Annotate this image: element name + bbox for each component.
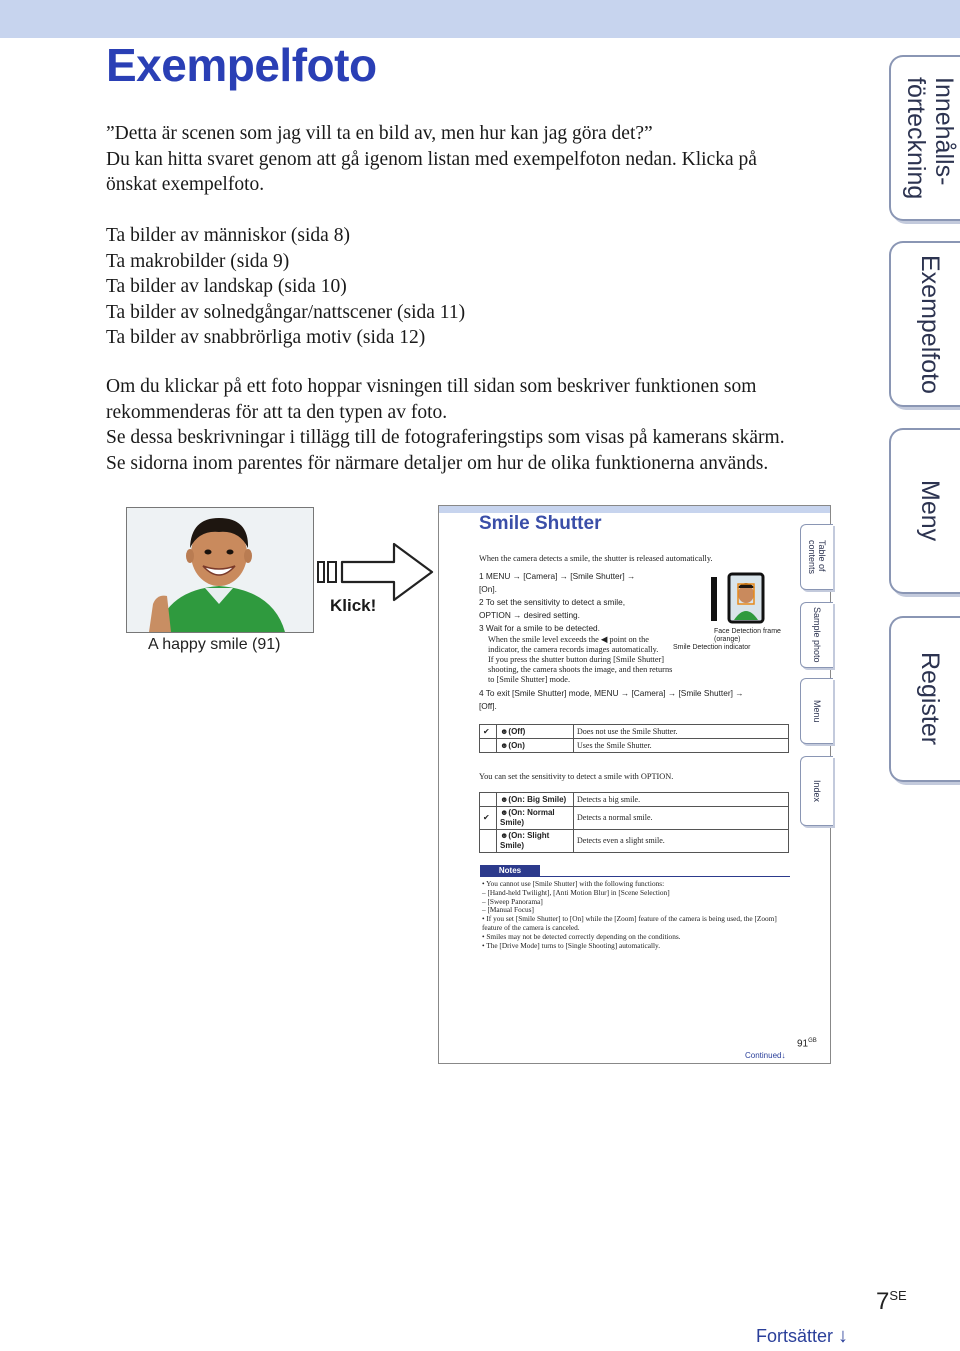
arrow-down-icon: ↓ bbox=[838, 1325, 849, 1347]
option-cell: ☻(On: Slight Smile) bbox=[497, 830, 574, 853]
check-cell bbox=[480, 739, 497, 753]
preview-top-bar bbox=[439, 506, 830, 513]
step-line: 1 MENU → [Camera] → [Smile Shutter] → bbox=[479, 571, 636, 581]
note-line: – [Hand-held Twilight], [Anti Motion Blur] in [Scene Selection] bbox=[482, 887, 670, 897]
option-text: (On) bbox=[508, 740, 525, 750]
click-label: Klick! bbox=[330, 596, 377, 615]
mini-page-suffix: GB bbox=[808, 1038, 817, 1044]
table-row bbox=[480, 725, 789, 739]
body-text bbox=[106, 374, 866, 476]
check-cell: ✔ bbox=[480, 725, 497, 739]
desc-cell: Detects even a slight smile. bbox=[574, 830, 789, 853]
check-cell bbox=[480, 793, 497, 807]
face-frame-label bbox=[714, 628, 781, 644]
intro-line: Du kan hitta svaret genom att gå igenom listan med exempelfoton nedan. Klicka på bbox=[106, 148, 757, 170]
preview-step4 bbox=[479, 687, 744, 713]
body-line: Se sidorna inom parentes för närmare detaljer om hur de olika funktionerna används. bbox=[106, 452, 769, 474]
page-title: Exempelfoto bbox=[106, 39, 377, 91]
option-text: (Off) bbox=[508, 726, 526, 736]
tab-label: Register bbox=[916, 652, 944, 746]
top-banner bbox=[0, 0, 960, 38]
mini-tab-label: Sample photo bbox=[812, 607, 822, 663]
body-line: Se dessa beskrivningar i tillägg till de fotograferingstips som visas på kamerans skärm. bbox=[106, 427, 785, 448]
option-text: (On: Normal Smile) bbox=[500, 808, 555, 827]
tab-index[interactable] bbox=[889, 616, 960, 782]
step-line: 3 Wait for a smile to be detected. bbox=[479, 623, 600, 633]
continued-text: Fortsätter bbox=[756, 1326, 834, 1346]
preview-title: Smile Shutter bbox=[479, 513, 602, 534]
page-number-text: 7 bbox=[876, 1288, 890, 1315]
note-line: – [Manual Focus] bbox=[482, 905, 534, 915]
option-cell: ☻(On: Big Smile) bbox=[497, 793, 574, 807]
desc-cell: Does not use the Smile Shutter. bbox=[574, 725, 789, 739]
continued-link[interactable] bbox=[756, 1325, 848, 1348]
option-cell: ☻(On: Normal Smile) bbox=[497, 807, 574, 830]
note-line: • The [Drive Mode] turns to [Single Shooting] automatically. bbox=[482, 940, 661, 950]
notes-badge: Notes bbox=[480, 865, 540, 876]
step-line: 4 To exit [Smile Shutter] mode, MENU → [Camera] → [Smile Shutter] → bbox=[479, 688, 744, 698]
mini-tab-index bbox=[800, 756, 833, 826]
sample-photo-happy-smile[interactable] bbox=[126, 507, 314, 633]
camera-screen-illustration bbox=[707, 572, 787, 626]
desc-cell: Detects a normal smile. bbox=[574, 807, 789, 830]
body-line: rekommenderas för att ta den typen av foto. bbox=[106, 401, 448, 423]
photo-caption: A happy smile (91) bbox=[148, 636, 281, 653]
option-cell: ☻(On) bbox=[497, 739, 574, 753]
smile-shutter-table bbox=[479, 724, 789, 753]
option-text: (On: Big Smile) bbox=[508, 794, 567, 804]
link-landscape[interactable]: Ta bilder av landskap (sida 10) bbox=[106, 276, 347, 297]
detail-line: indicator, the camera records images automatically. bbox=[488, 645, 659, 654]
option-lead: You can set the sensitivity to detect a smile with OPTION. bbox=[479, 772, 674, 781]
note-line: • You cannot use [Smile Shutter] with the following functions: bbox=[482, 879, 665, 888]
link-sunset-night[interactable]: Ta bilder av solnedgångar/nattscener (sida 11) bbox=[106, 301, 466, 323]
tab-sample-photo[interactable] bbox=[889, 241, 960, 407]
mini-tab-label: Table of contents bbox=[807, 539, 827, 575]
tab-label: Innehålls- förteckning bbox=[902, 76, 958, 200]
desc-cell: Detects a big smile. bbox=[574, 793, 789, 807]
notes-divider bbox=[480, 876, 790, 877]
desc-cell: Uses the Smile Shutter. bbox=[574, 739, 789, 753]
mini-tab-label: Menu bbox=[812, 699, 822, 723]
note-line: • If you set [Smile Shutter] to [On] while the [Zoom] feature of the camera is being used, the [Zoom] bbox=[482, 914, 777, 924]
face-frame-text: Face Detection frame bbox=[714, 628, 781, 635]
tab-table-of-contents[interactable] bbox=[889, 55, 960, 221]
mini-continued-text: Continued bbox=[745, 1051, 782, 1060]
preview-steps bbox=[479, 570, 635, 635]
page-number bbox=[876, 1288, 907, 1316]
mini-tab-label: Index bbox=[812, 779, 822, 803]
table-row bbox=[480, 830, 789, 853]
note-line: feature of the camera is canceled. bbox=[482, 922, 580, 932]
link-fast-motion[interactable]: Ta bilder av snabbrörliga motiv (sida 12) bbox=[106, 327, 426, 348]
page-number-suffix: SE bbox=[889, 1288, 907, 1303]
mini-page-number-text: 91 bbox=[797, 1038, 809, 1050]
mini-tab-menu bbox=[800, 678, 833, 744]
tab-label: Meny bbox=[916, 480, 944, 542]
note-line: – [Sweep Panorama] bbox=[482, 896, 543, 906]
smiling-boy-illustration bbox=[127, 508, 313, 632]
step-line: 2 To set the sensitivity to detect a smile, bbox=[479, 597, 626, 607]
table-row bbox=[480, 807, 789, 830]
option-text: (On: Slight Smile) bbox=[500, 831, 550, 850]
indicator-label: Smile Detection indicator bbox=[673, 644, 751, 651]
detail-line: If you press the shutter button during [Smile Shutter] bbox=[488, 655, 665, 664]
tab-label: Exempelfoto bbox=[916, 254, 944, 394]
step-line: [On]. bbox=[479, 584, 497, 594]
step-line: [Off]. bbox=[479, 701, 497, 711]
detail-line: to [Smile Shutter] mode. bbox=[488, 675, 571, 684]
detail-line: When the smile level exceeds the ◀ point on the bbox=[488, 635, 649, 644]
mini-tab-sample-photo bbox=[800, 602, 833, 668]
tab-menu[interactable] bbox=[889, 428, 960, 594]
intro-line: ”Detta är scenen som jag vill ta en bild av, men hur kan jag göra det?” bbox=[106, 123, 653, 144]
body-line: Om du klickar på ett foto hoppar visningen till sidan som beskriver funktionen som bbox=[106, 376, 757, 397]
table-row bbox=[480, 793, 789, 807]
notes-list bbox=[482, 880, 777, 950]
mini-tab-table-of-contents bbox=[800, 524, 833, 590]
intro-line: önskat exempelfoto. bbox=[106, 174, 265, 195]
mini-continued: Continued↓ bbox=[745, 1051, 786, 1060]
preview-lead: When the camera detects a smile, the shutter is released automatically. bbox=[479, 554, 713, 563]
face-frame-color-text: (orange) bbox=[714, 636, 741, 643]
detail-line: shooting, the camera shoots the image, and then returns bbox=[488, 665, 673, 674]
note-line: • Smiles may not be detected correctly depending on the conditions. bbox=[482, 931, 681, 941]
sensitivity-table bbox=[479, 792, 789, 853]
example-links-list bbox=[106, 223, 826, 351]
intro-text bbox=[106, 121, 846, 198]
option-cell: ☻(Off) bbox=[497, 725, 574, 739]
table-row bbox=[480, 739, 789, 753]
check-cell bbox=[480, 830, 497, 853]
mini-page-number bbox=[797, 1036, 817, 1049]
link-people[interactable]: Ta bilder av människor (sida 8) bbox=[106, 225, 350, 246]
link-macro[interactable]: Ta makrobilder (sida 9) bbox=[106, 250, 290, 272]
check-cell: ✔ bbox=[480, 807, 497, 830]
step3-detail bbox=[488, 635, 672, 685]
step-line: OPTION → desired setting. bbox=[479, 610, 580, 620]
linked-page-preview[interactable] bbox=[438, 505, 831, 1064]
